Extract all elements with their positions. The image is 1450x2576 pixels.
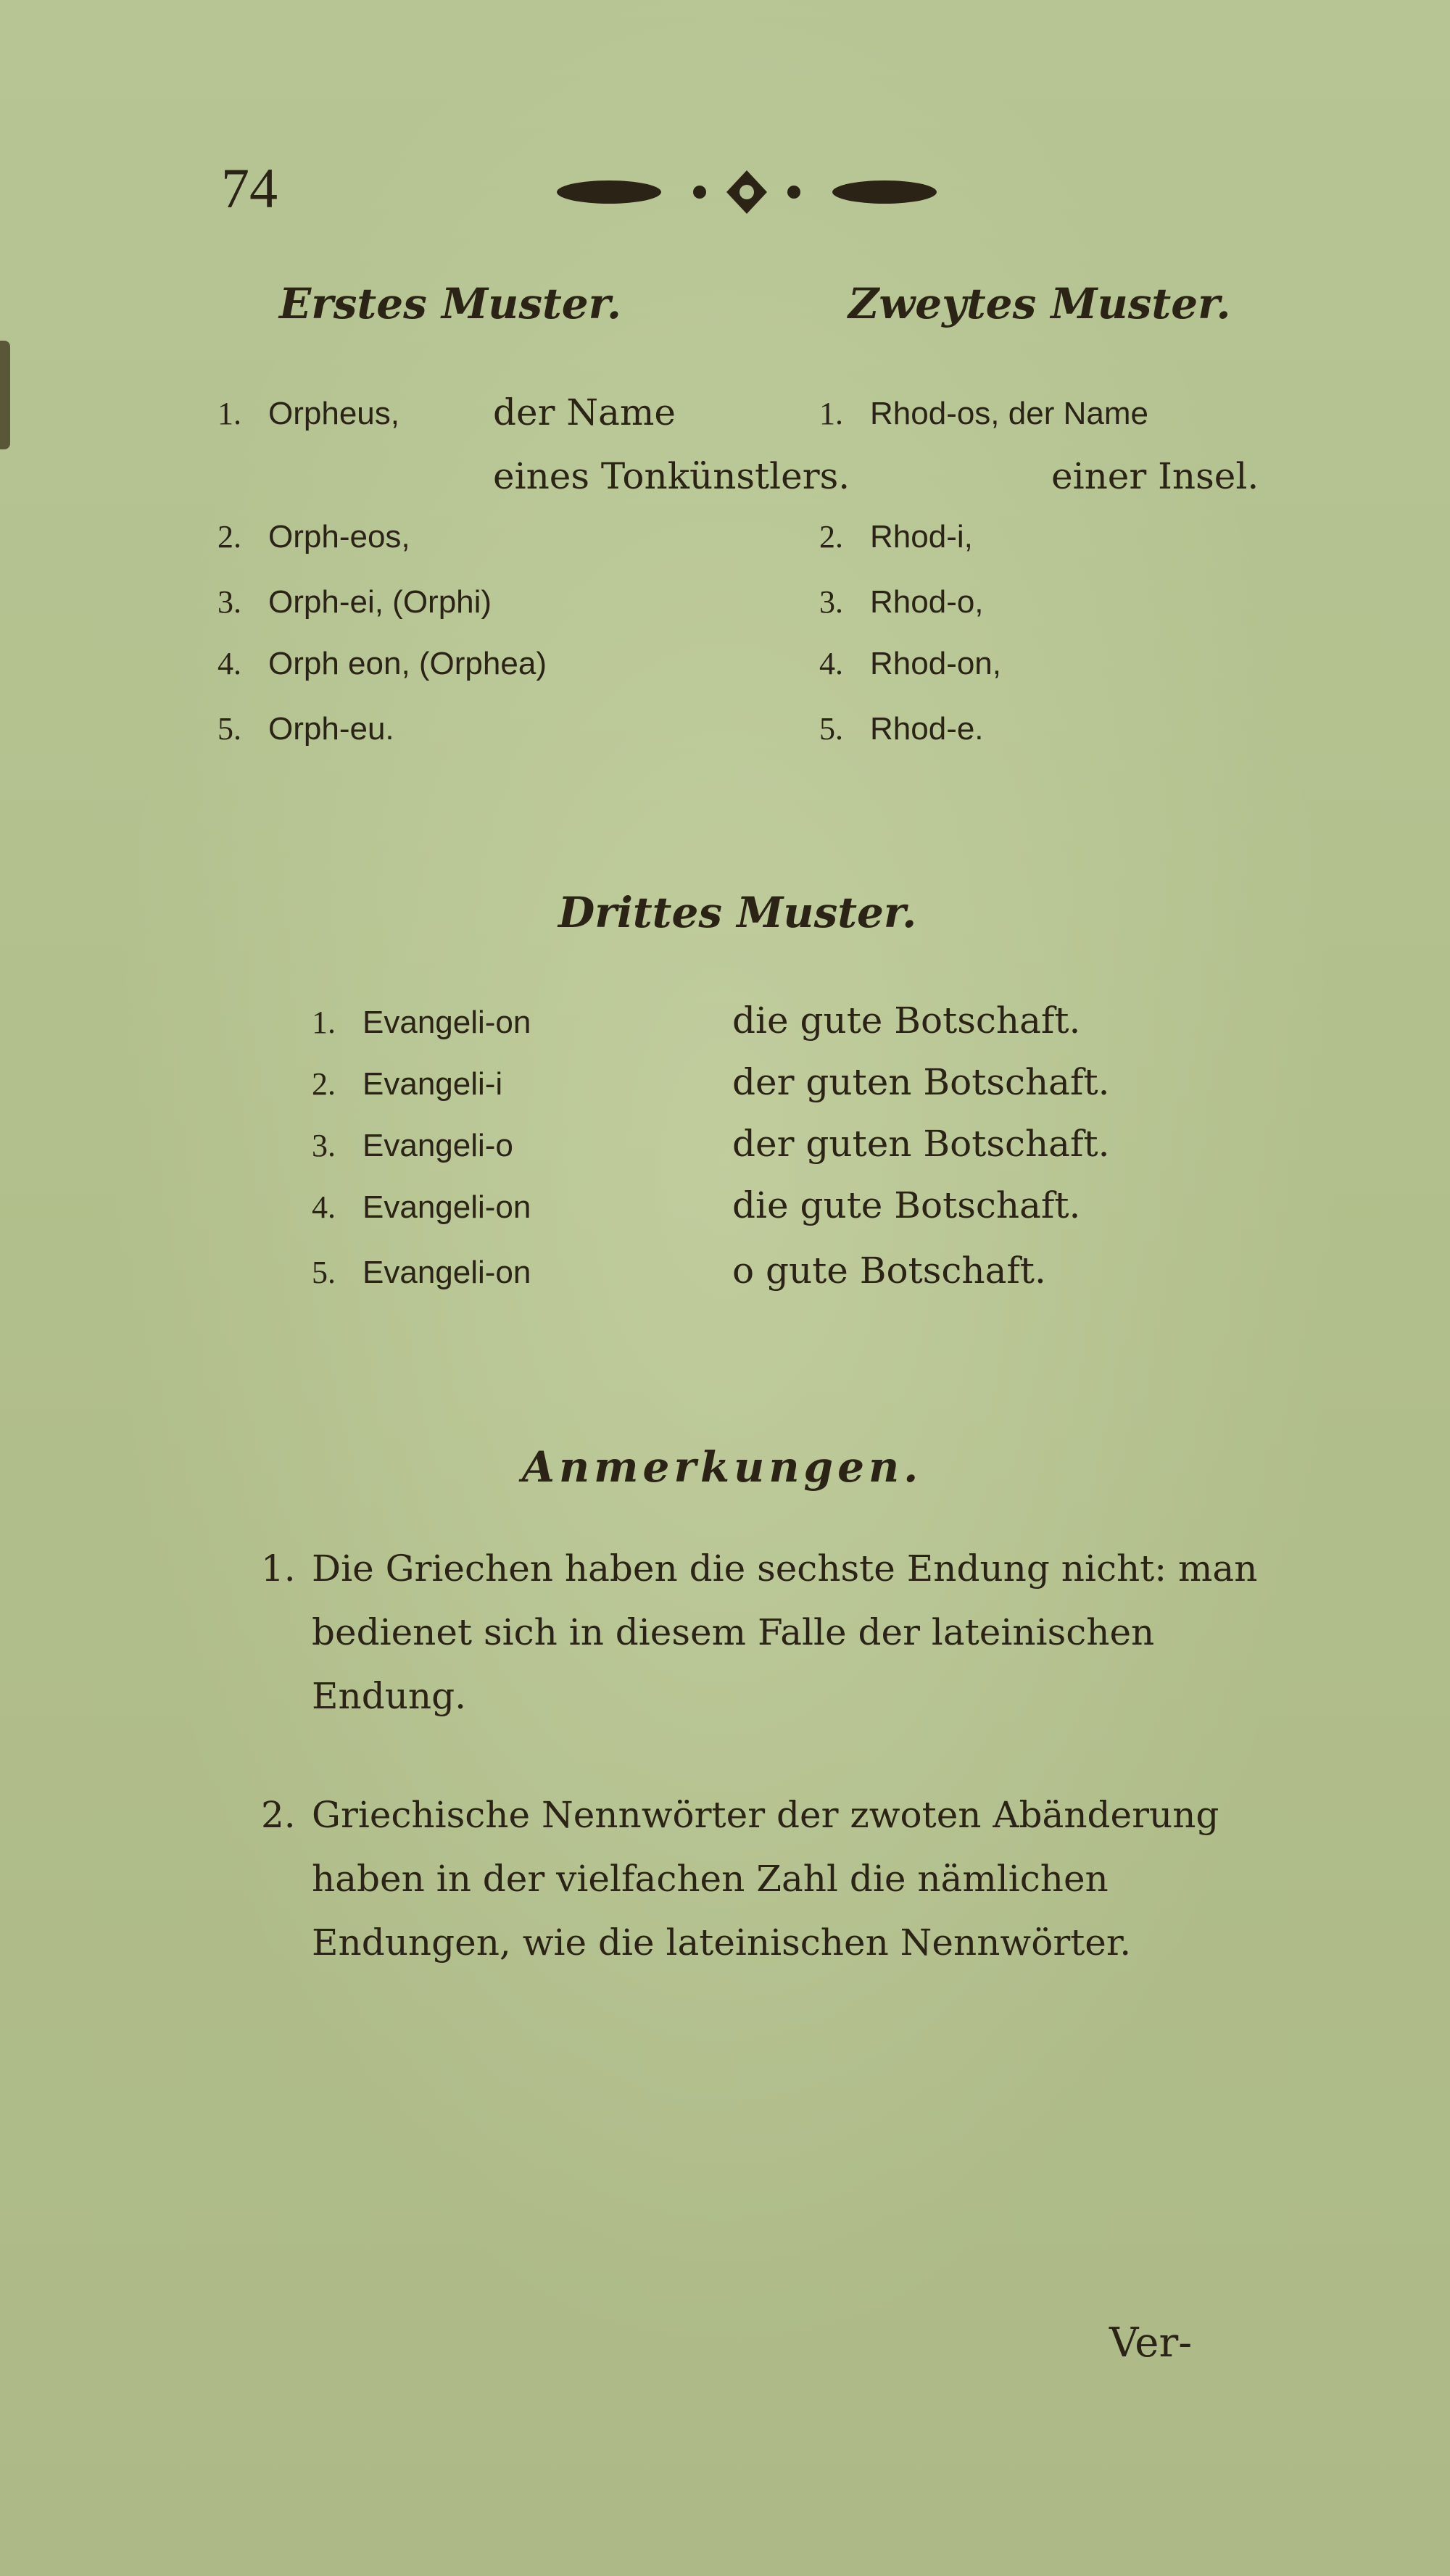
row-number: 5.: [312, 1255, 336, 1290]
note-item: [261, 1783, 1276, 1974]
second-pattern-row: [819, 710, 984, 747]
first-pattern-row: [218, 710, 394, 747]
row-number: 4.: [312, 1189, 336, 1225]
form-text: Rhod-i,: [870, 519, 973, 554]
note-number: 1.: [261, 1547, 296, 1590]
third-pattern-row: [312, 1127, 513, 1164]
form-text: Evangeli-on: [362, 1255, 531, 1290]
page-edge-mark: [0, 341, 10, 449]
third-pattern-row: [312, 1254, 531, 1291]
catchword: Ver-: [1109, 2319, 1193, 2367]
form-text: Evangeli-i: [362, 1066, 503, 1102]
form-text: Orph-eu.: [268, 711, 394, 747]
row-number: 4.: [218, 646, 241, 681]
note-text: Griechische Nennwörter der zwoten Abänderung haben in der vielfachen Zahl die nämlichen Endungen, wie die lateinischen Nennwörter.: [312, 1794, 1219, 1964]
first-pattern-row: [218, 645, 547, 682]
form-text: Rhod-on,: [870, 646, 1002, 681]
second-pattern-row: [819, 583, 984, 620]
first-pattern-gloss-line2: eines Tonkünstlers.: [493, 455, 850, 497]
row-number: 5.: [819, 711, 843, 747]
row-number: 3.: [312, 1128, 336, 1163]
third-pattern-row: [312, 1189, 531, 1226]
row-number: 3.: [819, 584, 843, 620]
form-text: Evangeli-on: [362, 1005, 531, 1040]
first-pattern-gloss: der Name: [493, 391, 676, 433]
third-pattern-row: [312, 1004, 531, 1041]
third-pattern-row: [312, 1065, 502, 1102]
heading-third-pattern: Drittes Muster.: [558, 888, 917, 937]
form-text: Rhod-os, der Name: [870, 396, 1148, 431]
third-pattern-gloss: der guten Botschaft.: [732, 1061, 1110, 1103]
first-pattern-row: [218, 583, 492, 620]
first-pattern-row: [218, 395, 399, 432]
second-pattern-row: [819, 395, 1148, 432]
third-pattern-gloss: die gute Botschaft.: [732, 1000, 1081, 1042]
third-pattern-gloss: die gute Botschaft.: [732, 1184, 1081, 1226]
heading-second-pattern: Zweytes Muster.: [848, 279, 1231, 328]
form-text: Evangeli-on: [362, 1189, 531, 1225]
form-text: Orpheus,: [268, 396, 399, 431]
first-pattern-row: [218, 518, 410, 555]
note-text: Die Griechen haben die sechste Endung nicht: man bedienet sich in diesem Falle der lateinischen Endung.: [312, 1547, 1258, 1717]
third-pattern-gloss: der guten Botschaft.: [732, 1123, 1110, 1165]
form-text: Rhod-o,: [870, 584, 984, 620]
page-number: 74: [221, 157, 278, 220]
row-number: 4.: [819, 646, 843, 681]
row-number: 1.: [819, 396, 843, 431]
heading-first-pattern: Erstes Muster.: [279, 279, 622, 328]
row-number: 1.: [218, 396, 241, 431]
form-text: Orph-eos,: [268, 519, 410, 554]
form-text: Evangeli-o: [362, 1128, 513, 1163]
second-pattern-gloss-line2: einer Insel.: [1051, 455, 1259, 497]
row-number: 2.: [819, 519, 843, 554]
ornament-icon: [551, 167, 942, 217]
form-text: Orph eon, (Orphea): [268, 646, 547, 681]
form-text: Rhod-e.: [870, 711, 984, 747]
row-number: 1.: [312, 1005, 336, 1040]
row-number: 3.: [218, 584, 241, 620]
notes-heading: Anmerkungen.: [522, 1442, 923, 1492]
form-text: Orph-ei, (Orphi): [268, 584, 492, 620]
note-item: [261, 1537, 1276, 1728]
second-pattern-row: [819, 518, 973, 555]
row-number: 5.: [218, 711, 241, 747]
note-number: 2.: [261, 1794, 296, 1836]
row-number: 2.: [218, 519, 241, 554]
row-number: 2.: [312, 1066, 336, 1102]
second-pattern-row: [819, 645, 1001, 682]
third-pattern-gloss: o gute Botschaft.: [732, 1250, 1046, 1292]
